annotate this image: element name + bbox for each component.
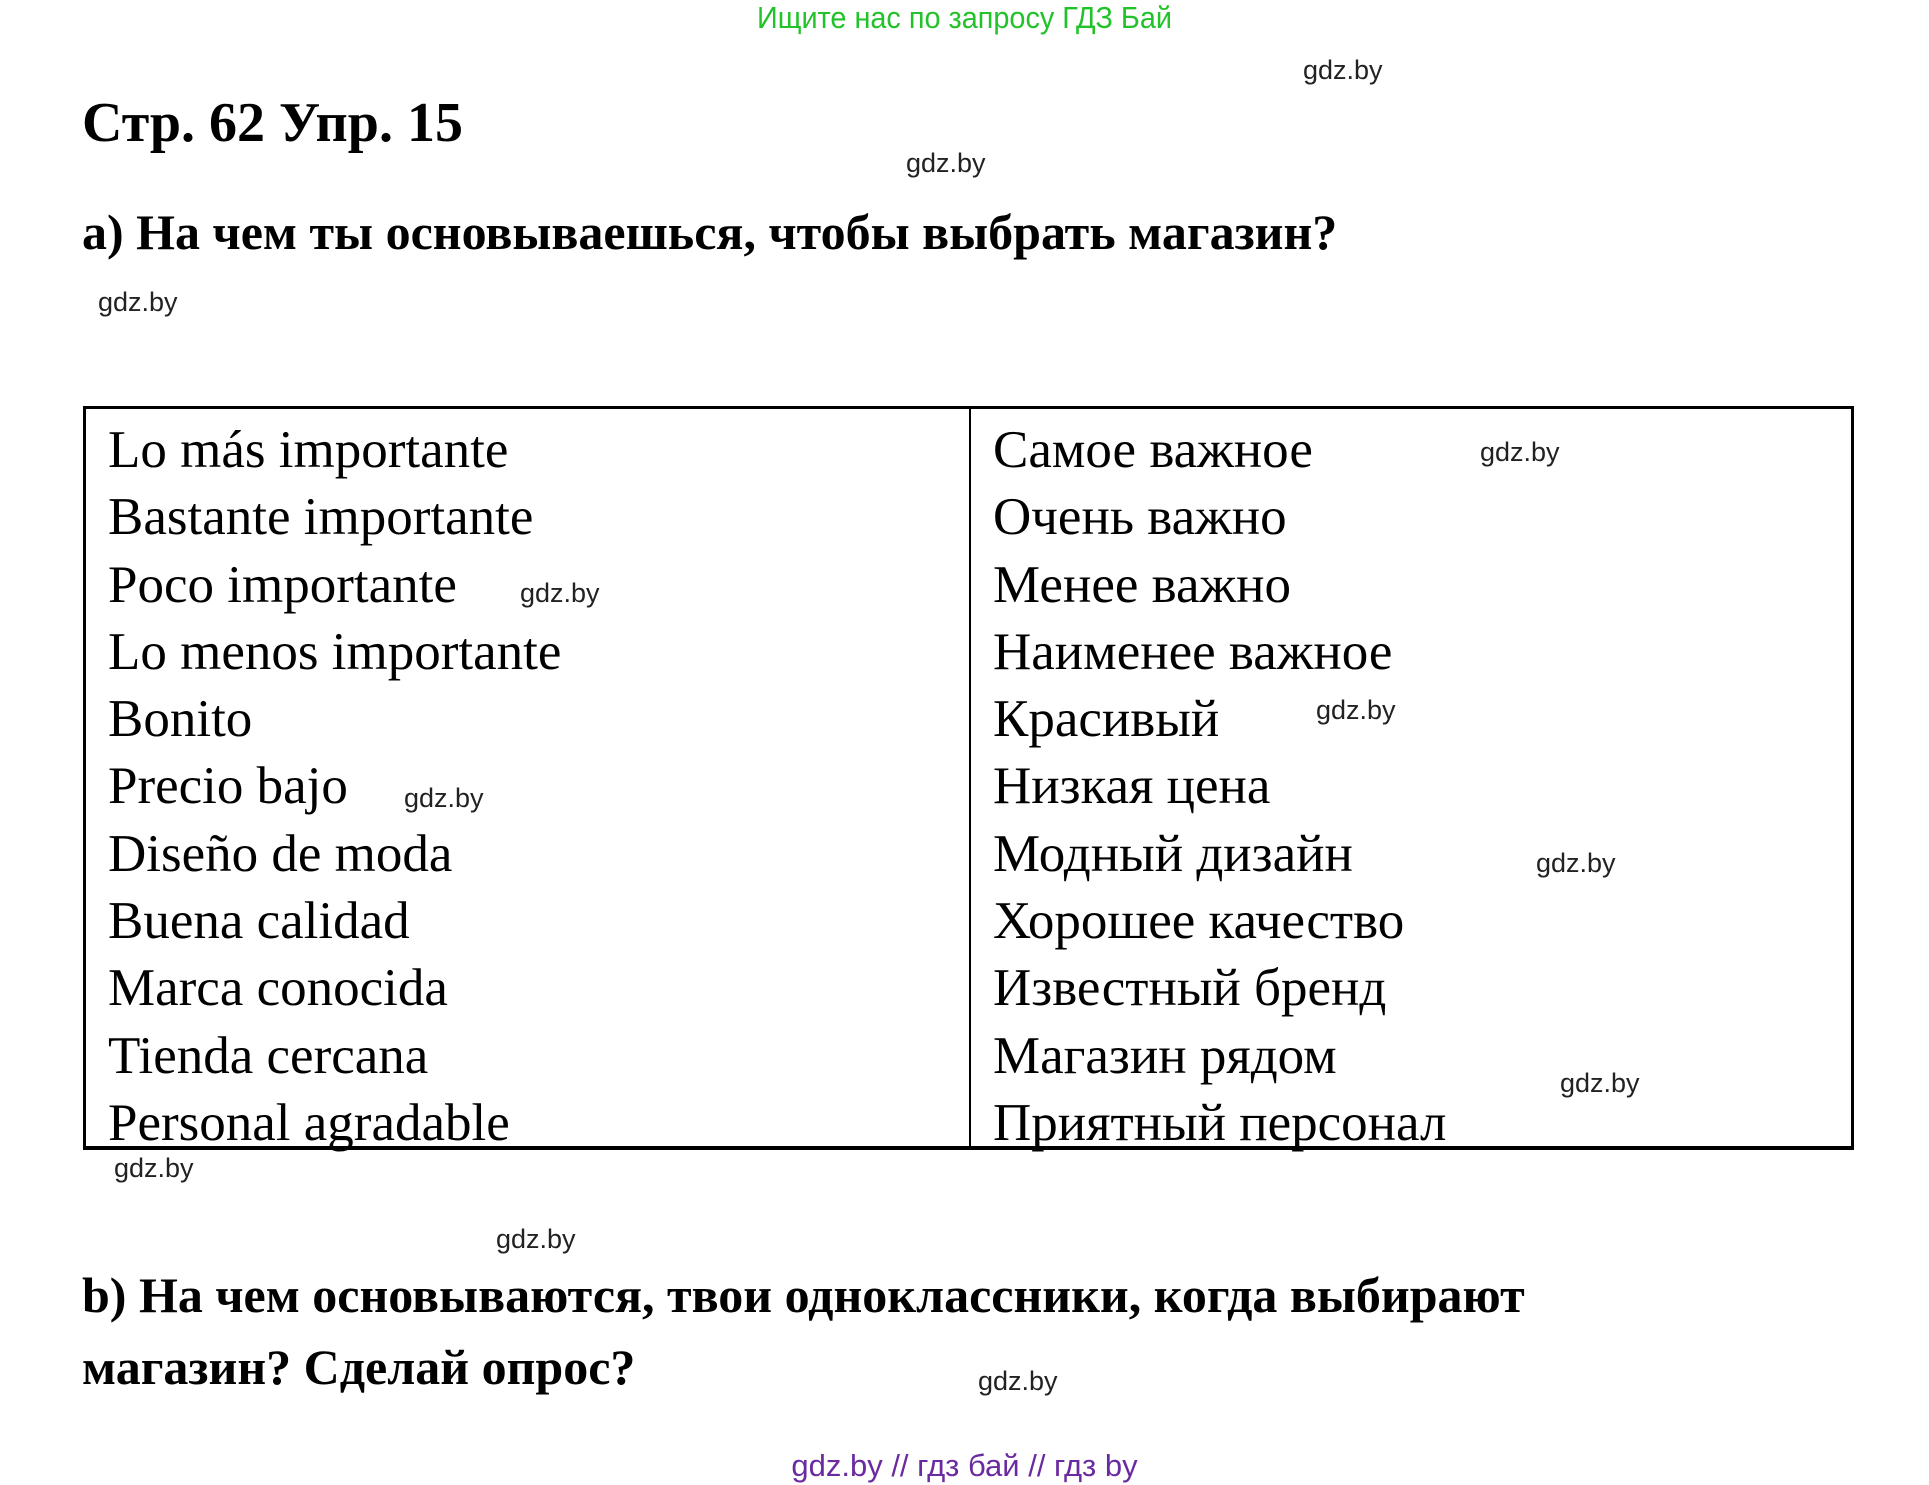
- table-row: Приятный персонал: [993, 1093, 1447, 1152]
- search-banner: Ищите нас по запросу ГДЗ Бай: [757, 0, 1172, 35]
- watermark: gdz.by: [496, 1224, 576, 1254]
- page-title: Стр. 62 Упр. 15: [82, 92, 463, 154]
- watermark: gdz.by: [978, 1366, 1058, 1396]
- watermark: gdz.by: [1303, 55, 1383, 85]
- table-row: Lo más importante: [108, 421, 509, 479]
- russian-column: [971, 409, 1851, 1152]
- table-row: Diseño de moda: [108, 824, 453, 883]
- table-row: Низкая цена: [993, 757, 1271, 816]
- watermark: gdz.by: [1560, 1068, 1640, 1098]
- footer-links: gdz.by // гдз бай // гдз by: [791, 1448, 1138, 1483]
- watermark: gdz.by: [1316, 695, 1396, 725]
- question-b-line2: магазин? Сделай опрос?: [82, 1339, 636, 1395]
- table-row: Магазин рядом: [993, 1026, 1337, 1085]
- table-row: Lo menos importante: [108, 622, 562, 681]
- table-row: Bonito: [108, 690, 253, 749]
- watermark: gdz.by: [906, 148, 986, 178]
- table-row: Personal agradable: [108, 1093, 510, 1152]
- table-row: Самое важное: [993, 421, 1313, 479]
- watermark: gdz.by: [98, 287, 178, 317]
- watermark: gdz.by: [114, 1153, 194, 1183]
- watermark: gdz.by: [520, 578, 600, 608]
- table-row: Известный бренд: [993, 959, 1387, 1018]
- table-row: Хорошее качество: [993, 892, 1405, 951]
- spanish-column: [86, 409, 971, 1152]
- table-row: Менее важно: [993, 555, 1291, 614]
- table-row: Poco importante: [108, 555, 457, 614]
- question-b-line1: b) На чем основываются, твои одноклассники, когда выбирают: [82, 1267, 1525, 1323]
- table-row: Tienda cercana: [108, 1026, 429, 1085]
- table-row: Precio bajo: [108, 757, 348, 816]
- table-row: Наименее важное: [993, 622, 1393, 681]
- watermark: gdz.by: [404, 783, 484, 813]
- table-row: Модный дизайн: [993, 824, 1353, 883]
- question-a: a) На чем ты основываешься, чтобы выбрать магазин?: [82, 204, 1338, 260]
- table-row: Marca conocida: [108, 959, 448, 1018]
- table-row: Bastante importante: [108, 488, 534, 547]
- table-row: Красивый: [993, 690, 1220, 749]
- table-row: Очень важно: [993, 488, 1287, 547]
- watermark: gdz.by: [1536, 848, 1616, 878]
- table-row: Buena calidad: [108, 892, 410, 951]
- watermark: gdz.by: [1480, 437, 1560, 467]
- vocabulary-table: [83, 406, 1854, 1150]
